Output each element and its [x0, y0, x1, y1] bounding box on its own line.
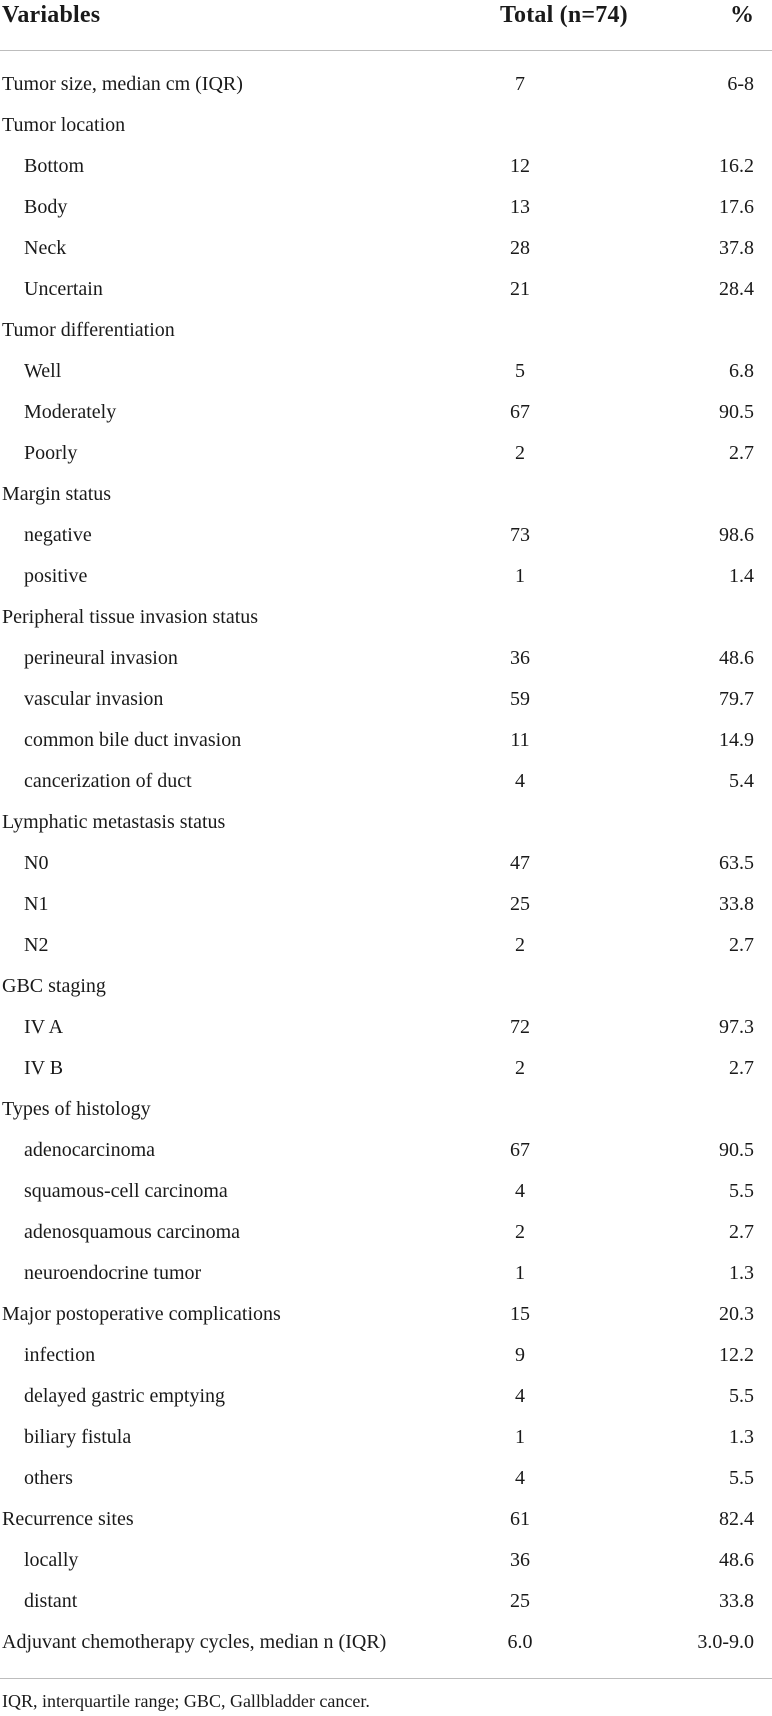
row-total: 36 [510, 647, 530, 669]
table-row [0, 187, 772, 228]
row-total: 5 [515, 360, 525, 382]
row-percent: 3.0-9.0 [697, 1631, 754, 1653]
row-label: N0 [24, 852, 49, 874]
table-body [0, 64, 772, 1663]
row-total: 9 [515, 1344, 525, 1366]
table-row [0, 392, 772, 433]
row-total: 21 [510, 278, 530, 300]
row-percent: 48.6 [719, 647, 754, 669]
row-total: 1 [515, 565, 525, 587]
table-row [0, 1089, 772, 1130]
header-variables: Variables [2, 2, 101, 28]
row-percent: 79.7 [719, 688, 754, 710]
row-label: Peripheral tissue invasion status [2, 606, 259, 628]
row-total: 15 [510, 1303, 530, 1325]
row-total: 72 [510, 1016, 530, 1038]
row-percent: 33.8 [719, 893, 754, 915]
row-label: distant [24, 1590, 78, 1612]
row-label: N2 [24, 934, 49, 956]
table-row [0, 679, 772, 720]
row-total: 73 [510, 524, 530, 546]
table-row [0, 1130, 772, 1171]
row-total: 2 [515, 442, 525, 464]
table-row [0, 1335, 772, 1376]
table-row [0, 597, 772, 638]
row-total: 2 [515, 1221, 525, 1243]
row-label: cancerization of duct [24, 770, 192, 792]
row-label: negative [24, 524, 92, 546]
row-percent: 28.4 [719, 278, 754, 300]
row-percent: 12.2 [719, 1344, 754, 1366]
row-percent: 37.8 [719, 237, 754, 259]
row-label: Recurrence sites [2, 1508, 134, 1530]
table-row [0, 1007, 772, 1048]
row-percent: 16.2 [719, 155, 754, 177]
row-percent: 6.8 [729, 360, 754, 382]
row-label: squamous-cell carcinoma [24, 1180, 228, 1202]
row-label: Bottom [24, 155, 85, 177]
row-percent: 20.3 [719, 1303, 754, 1325]
row-total: 1 [515, 1426, 525, 1448]
row-total: 36 [510, 1549, 530, 1571]
row-total: 4 [515, 770, 525, 792]
row-total: 59 [510, 688, 530, 710]
row-total: 47 [510, 852, 530, 874]
table-row [0, 966, 772, 1007]
table-row [0, 64, 772, 105]
row-label: Types of histology [2, 1098, 151, 1120]
table-row [0, 761, 772, 802]
table-row [0, 269, 772, 310]
row-total: 11 [510, 729, 530, 751]
table-footnote: IQR, interquartile range; GBC, Gallbladder cancer. [2, 1691, 370, 1711]
row-percent: 14.9 [719, 729, 754, 751]
row-percent: 2.7 [729, 1221, 754, 1243]
row-label: common bile duct invasion [24, 729, 242, 751]
table-row [0, 105, 772, 146]
row-label: GBC staging [2, 975, 106, 997]
row-label: infection [24, 1344, 96, 1366]
header-percent: % [730, 2, 755, 28]
row-label: Adjuvant chemotherapy cycles, median n (IQR) [2, 1631, 387, 1653]
table-row [0, 1212, 772, 1253]
table-row [0, 433, 772, 474]
row-label: neuroendocrine tumor [24, 1262, 202, 1284]
table-row [0, 146, 772, 187]
row-total: 28 [510, 237, 530, 259]
row-label: biliary fistula [24, 1426, 132, 1448]
row-percent: 1.3 [729, 1426, 754, 1448]
row-label: adenocarcinoma [24, 1139, 156, 1161]
table-row [0, 1622, 772, 1663]
row-percent: 2.7 [729, 442, 754, 464]
row-percent: 90.5 [719, 401, 754, 423]
table-row [0, 1499, 772, 1540]
table-row [0, 310, 772, 351]
row-label: Tumor differentiation [2, 319, 175, 341]
row-percent: 97.3 [719, 1016, 754, 1038]
row-total: 1 [515, 1262, 525, 1284]
row-percent: 1.4 [729, 565, 754, 587]
row-label: adenosquamous carcinoma [24, 1221, 241, 1243]
table-row [0, 228, 772, 269]
row-label: Neck [24, 237, 67, 259]
table-row [0, 1171, 772, 1212]
table-row [0, 474, 772, 515]
row-label: Well [24, 360, 62, 382]
table-row [0, 1253, 772, 1294]
table-header [0, 0, 772, 51]
table-row [0, 515, 772, 556]
row-total: 13 [510, 196, 530, 218]
row-label: Body [24, 196, 68, 218]
row-percent: 5.5 [729, 1180, 754, 1202]
row-label: N1 [24, 893, 49, 915]
row-label: Tumor size, median cm (IQR) [2, 73, 243, 95]
row-percent: 98.6 [719, 524, 754, 546]
row-total: 6.0 [507, 1631, 533, 1653]
row-percent: 82.4 [719, 1508, 754, 1530]
row-label: perineural invasion [24, 647, 178, 669]
row-total: 61 [510, 1508, 530, 1530]
row-percent: 2.7 [729, 934, 754, 956]
row-label: Margin status [2, 483, 112, 505]
row-total: 4 [515, 1385, 525, 1407]
table-row [0, 1048, 772, 1089]
row-total: 7 [515, 73, 525, 95]
table-row [0, 720, 772, 761]
row-label: Moderately [24, 401, 117, 423]
row-percent: 5.5 [729, 1467, 754, 1489]
row-percent: 90.5 [719, 1139, 754, 1161]
row-percent: 5.5 [729, 1385, 754, 1407]
row-percent: 48.6 [719, 1549, 754, 1571]
row-percent: 63.5 [719, 852, 754, 874]
row-total: 12 [510, 155, 530, 177]
table-row [0, 1581, 772, 1622]
row-total: 4 [515, 1467, 525, 1489]
row-label: vascular invasion [24, 688, 164, 710]
row-label: Tumor location [2, 114, 126, 136]
row-total: 2 [515, 934, 525, 956]
table-row [0, 1294, 772, 1335]
row-label: locally [24, 1549, 79, 1571]
row-label: Uncertain [24, 278, 103, 300]
row-label: Major postoperative complications [2, 1303, 281, 1325]
table-row [0, 884, 772, 925]
table-row [0, 556, 772, 597]
row-label: others [24, 1467, 73, 1489]
table-row [0, 1417, 772, 1458]
row-label: Poorly [24, 442, 78, 464]
row-percent: 1.3 [729, 1262, 754, 1284]
row-percent: 33.8 [719, 1590, 754, 1612]
row-total: 67 [510, 1139, 530, 1161]
row-percent: 17.6 [719, 196, 754, 218]
header-total: Total (n=74) [500, 2, 628, 28]
table-row [0, 638, 772, 679]
row-label: delayed gastric emptying [24, 1385, 226, 1407]
table-row [0, 925, 772, 966]
row-percent: 2.7 [729, 1057, 754, 1079]
row-percent: 5.4 [729, 770, 754, 792]
row-total: 2 [515, 1057, 525, 1079]
row-label: Lymphatic metastasis status [2, 811, 226, 833]
table-row [0, 802, 772, 843]
table-row [0, 843, 772, 884]
row-label: IV B [24, 1057, 64, 1079]
table-row [0, 1540, 772, 1581]
row-total: 67 [510, 401, 530, 423]
row-total: 25 [510, 893, 530, 915]
table-row [0, 1458, 772, 1499]
table-row [0, 1376, 772, 1417]
row-total: 4 [515, 1180, 525, 1202]
row-total: 25 [510, 1590, 530, 1612]
table-row [0, 351, 772, 392]
row-label: IV A [24, 1016, 64, 1038]
table-bottom-rule [0, 1678, 772, 1679]
row-percent: 6-8 [727, 73, 754, 95]
row-label: positive [24, 565, 88, 587]
